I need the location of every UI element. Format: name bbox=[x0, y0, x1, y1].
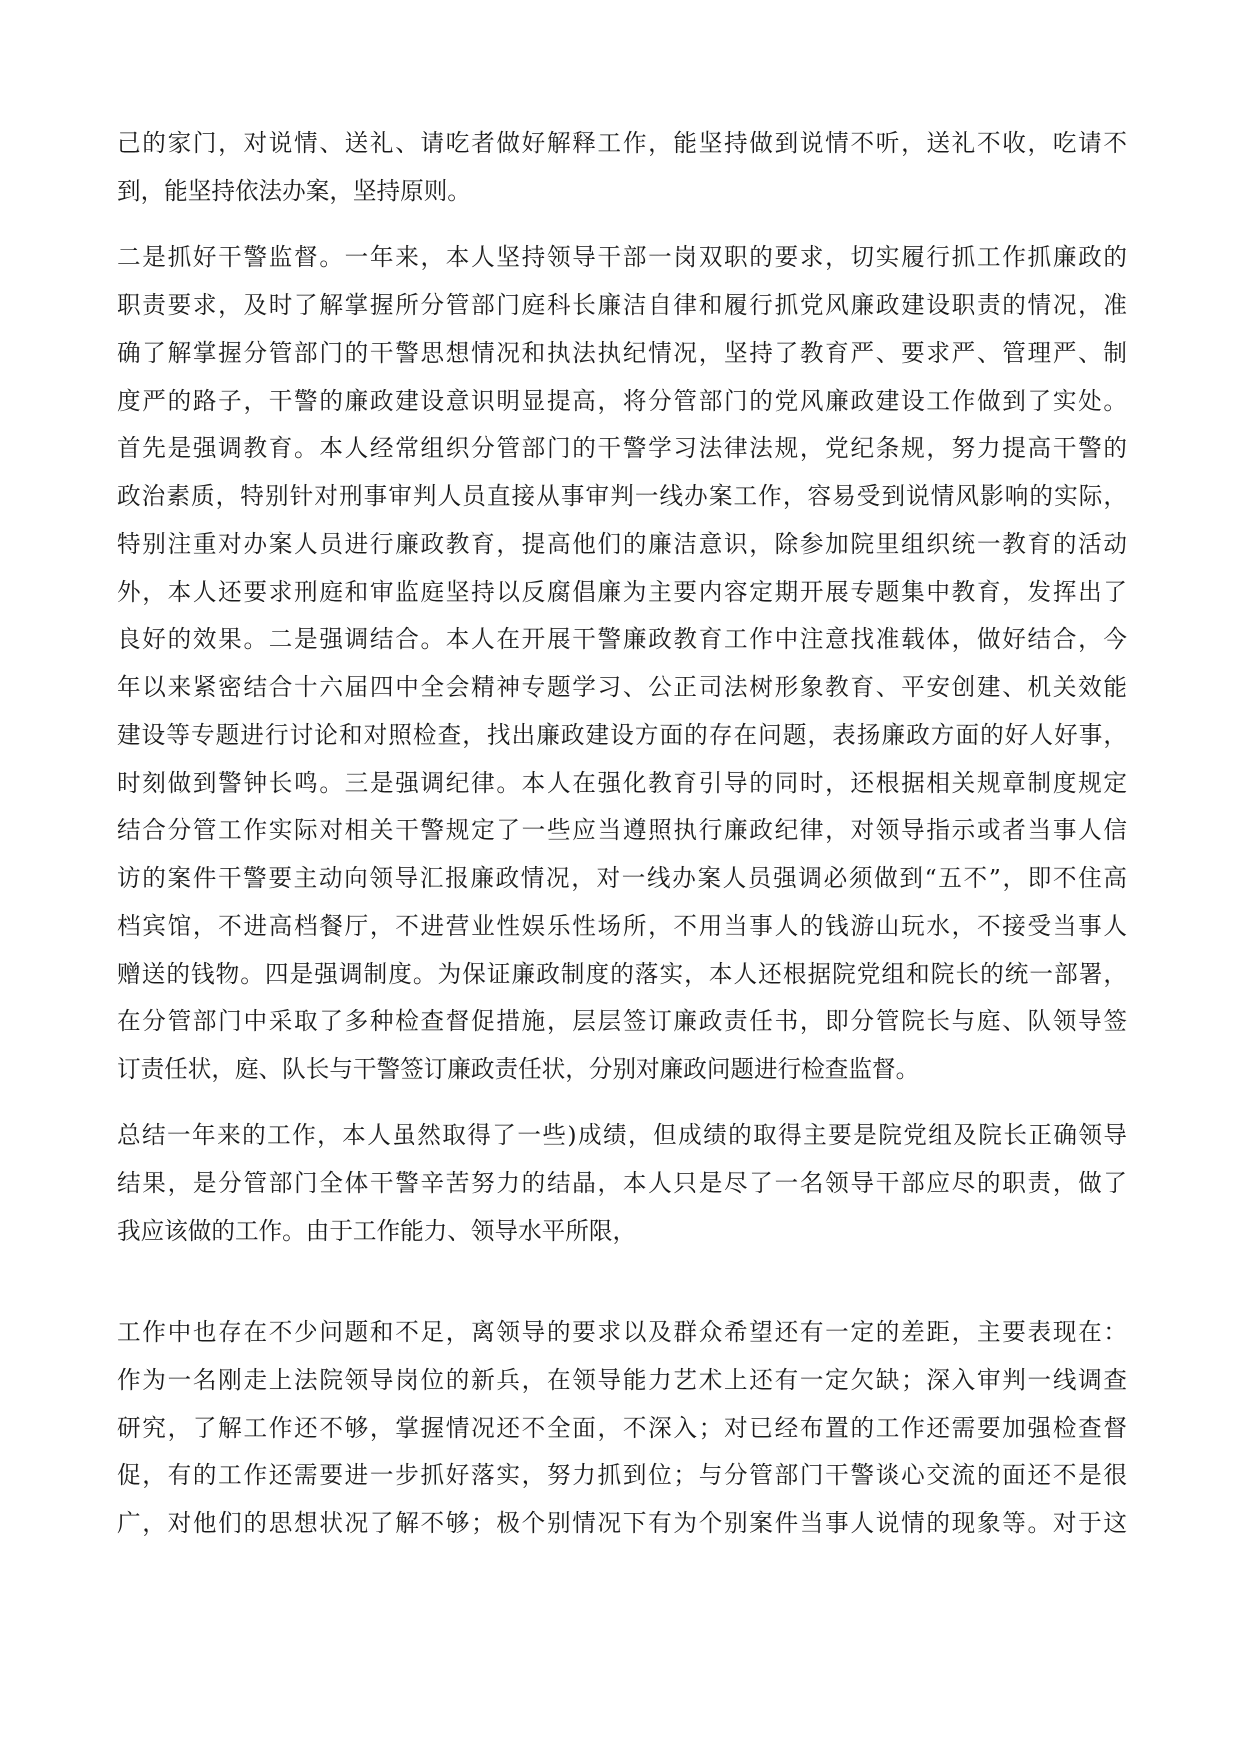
text-line: 外，本人还要求刑庭和审监庭坚持以反腐倡廉为主要内容定期开展专题集中教育，发挥出了 bbox=[117, 578, 1127, 606]
text-line: 确了解掌握分管部门的干警思想情况和执法执纪情况，坚持了教育严、要求严、管理严、制 bbox=[117, 339, 1127, 367]
text-line: 政治素质，特别针对刑事审判人员直接从事审判一线办案工作，容易受到说情风影响的实际， bbox=[117, 482, 1127, 510]
text-line: 作为一名刚走上法院领导岗位的新兵，在领导能力艺术上还有一定欠缺；深入审判一线调查 bbox=[117, 1366, 1127, 1394]
text-line: 我应该做的工作。由于工作能力、领导水平所限， bbox=[117, 1217, 637, 1245]
text-line: 特别注重对办案人员进行廉政教育，提高他们的廉洁意识，除参加院里组织统一教育的活动 bbox=[117, 530, 1127, 558]
text-line: 结合分管工作实际对相关干警规定了一些应当遵照执行廉政纪律，对领导指示或者当事人信 bbox=[117, 816, 1127, 844]
text-line: 在分管部门中采取了多种检查督促措施，层层签订廉政责任书，即分管院长与庭、队领导签 bbox=[117, 1007, 1127, 1035]
text-line: 年以来紧密结合十六届四中全会精神专题学习、公正司法树形象教育、平安创建、机关效能 bbox=[117, 673, 1127, 701]
text-line: 建设等专题进行讨论和对照检查，找出廉政建设方面的存在问题，表扬廉政方面的好人好事， bbox=[117, 721, 1127, 749]
text-line: 赠送的钱物。四是强调制度。为保证廉政制度的落实，本人还根据院党组和院长的统一部署， bbox=[117, 960, 1127, 988]
text-line: 二是抓好干警监督。一年来，本人坚持领导干部一岗双职的要求，切实履行抓工作抓廉政的 bbox=[117, 243, 1127, 271]
text-line: 总结一年来的工作，本人虽然取得了一些)成绩，但成绩的取得主要是院党组及院长正确领导 bbox=[117, 1121, 1127, 1149]
text-line: 工作中也存在不少问题和不足，离领导的要求以及群众希望还有一定的差距，主要表现在： bbox=[117, 1318, 1127, 1346]
text-line: 到，能坚持依法办案，坚持原则。 bbox=[117, 177, 471, 205]
text-line: 职责要求，及时了解掌握所分管部门庭科长廉洁自律和履行抓党风廉政建设职责的情况，准 bbox=[117, 291, 1127, 319]
text-line: 结果，是分管部门全体干警辛苦努力的结晶，本人只是尽了一名领导干部应尽的职责，做了 bbox=[117, 1169, 1127, 1197]
text-line: 良好的效果。二是强调结合。本人在开展干警廉政教育工作中注意找准载体，做好结合，今 bbox=[117, 625, 1127, 653]
text-line: 访的案件干警要主动向领导汇报廉政情况，对一线办案人员强调必须做到“五不”，即不住高 bbox=[117, 864, 1127, 892]
text-line: 广，对他们的思想状况了解不够；极个别情况下有为个别案件当事人说情的现象等。对于这 bbox=[117, 1509, 1127, 1537]
text-line: 首先是强调教育。本人经常组织分管部门的干警学习法律法规，党纪条规，努力提高干警的 bbox=[117, 434, 1127, 462]
text-line: 订责任状，庭、队长与干警签订廉政责任状，分别对廉政问题进行检查监督。 bbox=[117, 1055, 920, 1083]
text-line: 己的家门，对说情、送礼、请吃者做好解释工作，能坚持做到说情不听，送礼不收，吃请不 bbox=[117, 129, 1127, 157]
text-line: 促，有的工作还需要进一步抓好落实，努力抓到位；与分管部门干警谈心交流的面还不是很 bbox=[117, 1461, 1127, 1489]
text-line: 档宾馆，不进高档餐厅，不进营业性娱乐性场所，不用当事人的钱游山玩水，不接受当事人 bbox=[117, 912, 1127, 940]
text-line: 研究，了解工作还不够，掌握情况还不全面，不深入；对已经布置的工作还需要加强检查督 bbox=[117, 1414, 1127, 1442]
text-line: 时刻做到警钟长鸣。三是强调纪律。本人在强化教育引导的同时，还根据相关规章制度规定 bbox=[117, 769, 1127, 797]
text-line: 度严的路子，干警的廉政建设意识明显提高，将分管部门的党风廉政建设工作做到了实处。 bbox=[117, 387, 1127, 415]
